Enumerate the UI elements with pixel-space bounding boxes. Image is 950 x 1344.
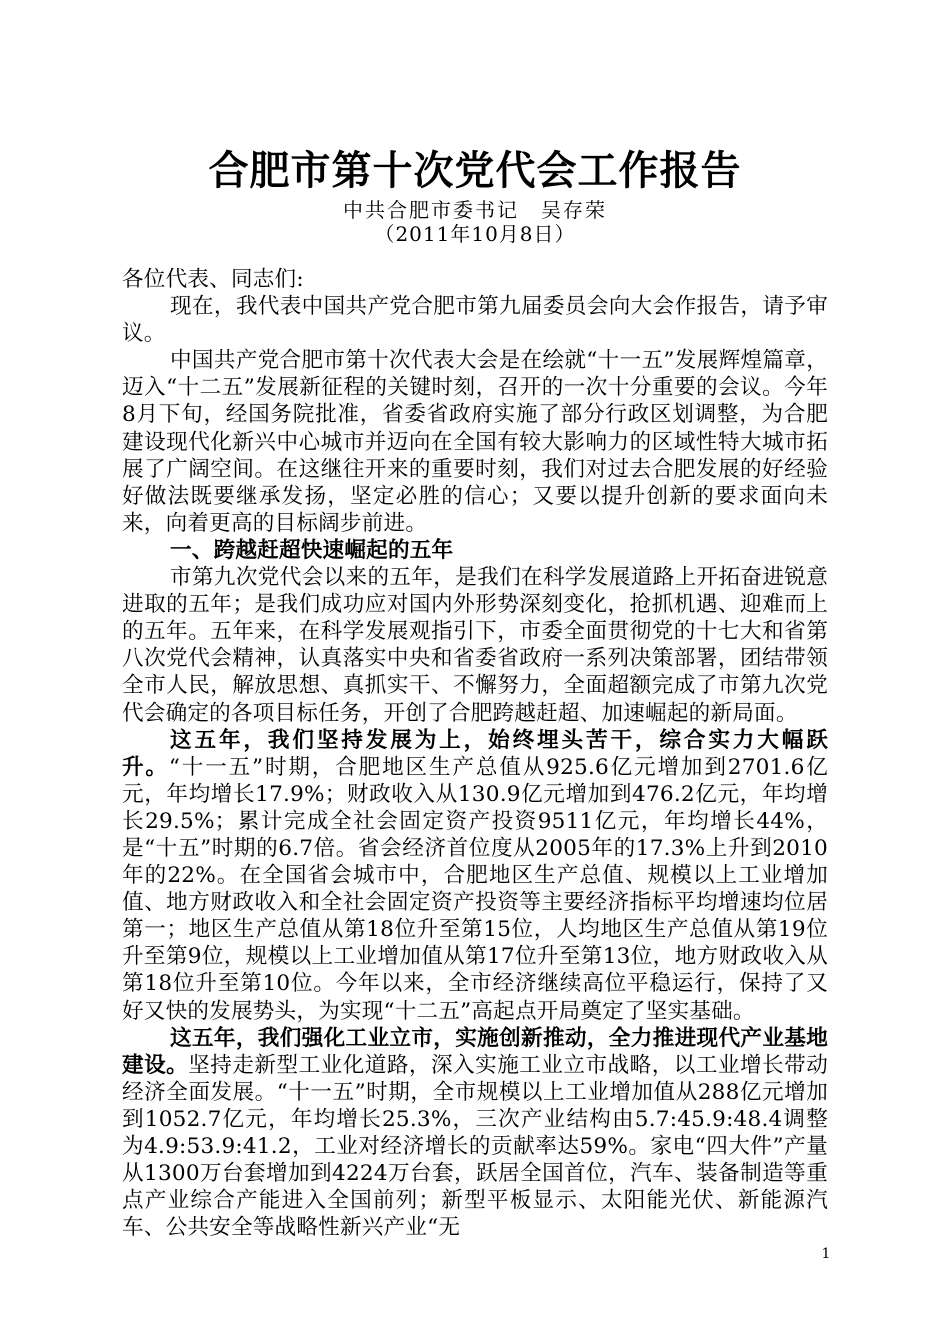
- paragraph-text: “十一五”时期，合肥地区生产总值从925.6亿元增加到2701.6亿元，年均增长17.9%；财政收入从130.9亿元增加到476.2亿元，年均增长29.5%；累计完成全社会固定资产投资9511亿元，年均增长44%，是“十五”时期的6.7倍。省会经济首位度从2005年的17.3%上升到2010年的22%。在全国省会城市中，合肥地区生产总值、规模以上工业增加值、地方财政收入和全社会固定资产投资等主要经济指标平均增速均位居第一；地区生产总值从第18位升至第15位，人均地区生产总值从第19位升至第9位，规模以上工业增加值从第17位升至第13位，地方财政收入从第18位升至第10位。今年以来，全市经济继续高位平稳运行，保持了又好又快的发展势头，为实现“十二五”高起点开局奠定了坚实基础。: [122, 754, 828, 1024]
- section-heading: 一、跨越赶超快速崛起的五年: [170, 537, 454, 563]
- document-title: 合肥市第十次党代会工作报告: [208, 147, 742, 194]
- document-date: （2011年10月8日）: [374, 222, 576, 246]
- document-body: [122, 266, 828, 1241]
- paragraph-text: 坚持走新型工业化道路，深入实施工业立市战略，以工业增长带动经济全面发展。“十一五”时期，全市规模以上工业增加值从288亿元增加到1052.7亿元，年均增长25.3%，三次产业结构由5.7:45.9:48.4调整为4.9:53.9:41.2，工业对经济增长的贡献率达59%。家电“四大件”产量从1300万台套增加到4224万台套，跃居全国首位，汽车、装备制造等重点产业综合产能进入全国前列；新型平板显示、太阳能光伏、新能源汽车、公共安全等战略性新兴产业“无: [122, 1052, 828, 1241]
- paragraph: 现在，我代表中国共产党合肥市第九届委员会向大会作报告，请予审议。: [122, 294, 828, 347]
- paragraph: 中国共产党合肥市第十次代表大会是在绘就“十一五”发展辉煌篇章，迈入“十二五”发展新征程的关键时刻，召开的一次十分重要的会议。今年8月下旬，经国务院批准，省委省政府实施了部分行政区划调整，为合肥建设现代化新兴中心城市并迈向在全国有较大影响力的区域性特大城市拓展了广阔空间。在这继往开来的重要时刻，我们对过去合肥发展的好经验好做法既要继承发扬，坚定必胜的信心；又要以提升创新的要求面向未来，向着更高的目标阔步前进。: [122, 348, 828, 536]
- document-author: 中共合肥市委书记 吴存荣: [343, 198, 607, 222]
- salutation: 各位代表、同志们:: [122, 267, 304, 292]
- paragraph: 市第九次党代会以来的五年，是我们在科学发展道路上开拓奋进锐意进取的五年；是我们成功应对国内外形势深刻变化，抢抓机遇、迎难而上的五年。五年来，在科学发展观指引下，市委全面贯彻党的十七大和省第八次党代会精神，认真落实中央和省委省政府一系列决策部署，团结带领全市人民，解放思想、真抓实干、不懈努力，全面超额完成了市第九次党代会确定的各项目标任务，开创了合肥跨越赶超、加速崛起的新局面。: [122, 565, 828, 726]
- page-number: 1: [821, 1246, 831, 1262]
- paragraph-lead: 这五年，我们强化工业立市，实施创新推动，全力推进现代产业基地建设。: [122, 1025, 828, 1078]
- paragraph: [122, 1025, 828, 1242]
- paragraph: [122, 727, 828, 1025]
- paragraph-lead: 这五年，我们坚持发展为上，始终埋头苦干，综合实力大幅跃升。: [122, 727, 828, 780]
